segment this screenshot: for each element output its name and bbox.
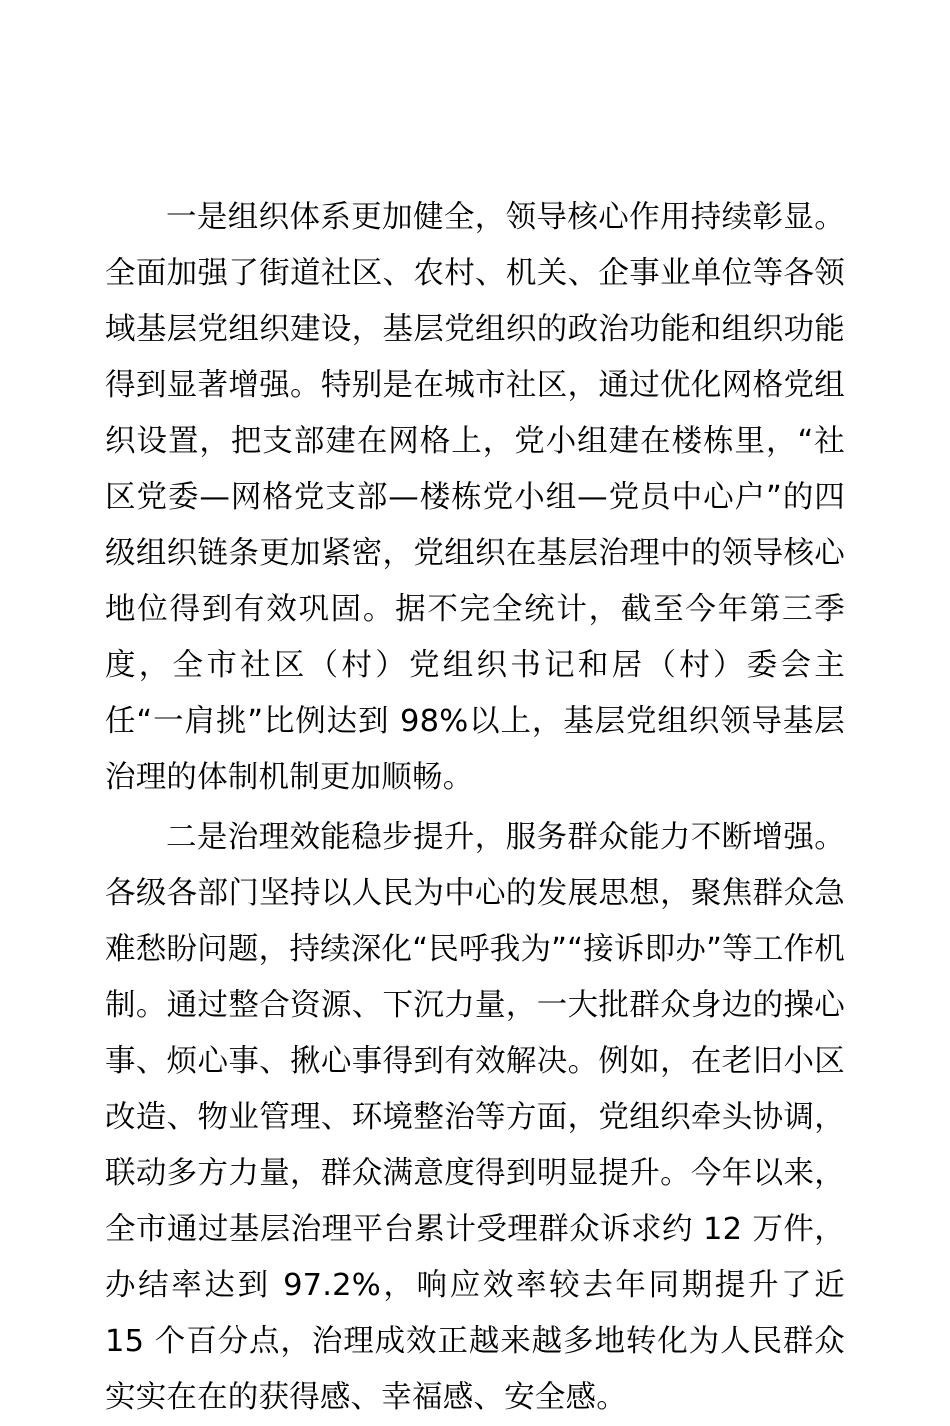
document-body (105, 190, 845, 1426)
paragraph-2: 二是治理效能稳步提升，服务群众能力不断增强。各级各部门坚持以人民为中心的发展思想，聚焦群众急难愁盼问题，持续深化“民呼我为”“接诉即办”等工作机制。通过整合资源、下沉力量，一大批群众身边的操心事、烦心事、揪心事得到有效解决。例如，在老旧小区改造、物业管理、环境整治等方面，党组织牵头协调，联动多方力量，群众满意度得到明显提升。今年以来，全市通过基层治理平台累计受理群众诉求约 12 万件，办结率达到 97.2%，响应效率较去年同期提升了近 15 个百分点，治理成效正越来越多地转化为人民群众实实在在的获得感、幸福感、安全感。 (105, 820, 845, 1415)
paragraph-1: 一是组织体系更加健全，领导核心作用持续彰显。全面加强了街道社区、农村、机关、企事业单位等各领域基层党组织建设，基层党组织的政治功能和组织功能得到显著增强。特别是在城市社区，通过优化网格党组织设置，把支部建在网格上，党小组建在楼栋里，“社区党委—网格党支部—楼栋党小组—党员中心户”的四级组织链条更加紧密，党组织在基层治理中的领导核心地位得到有效巩固。据不完全统计，截至今年第三季度，全市社区（村）党组织书记和居（村）委会主任“一肩挑”比例达到 98%以上，基层党组织领导基层治理的体制机制更加顺畅。 (105, 200, 845, 795)
